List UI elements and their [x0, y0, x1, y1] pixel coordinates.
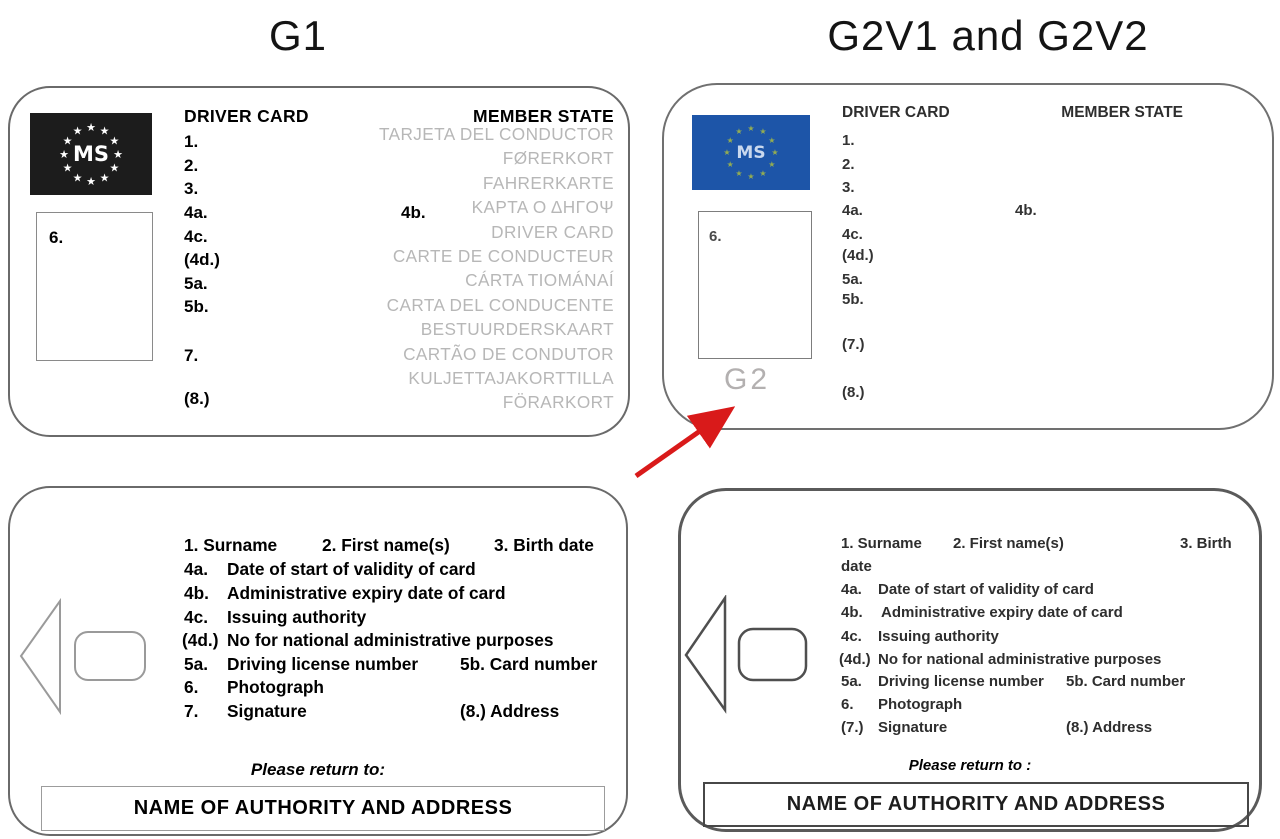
- eu-flag-blue: [692, 115, 810, 190]
- flag-star: ★: [768, 136, 776, 145]
- legend-text: No for national administrative purposes: [878, 651, 1162, 668]
- translation-line: FAHRERKARTE: [482, 172, 614, 193]
- flag-star: ★: [72, 171, 83, 185]
- field-label: 4a.: [842, 202, 863, 219]
- flag-star: ★: [726, 136, 734, 145]
- card-type-heading: DRIVER CARD: [184, 106, 309, 126]
- field-label: 5b.: [184, 297, 209, 316]
- legend-item: 1. Surname: [841, 535, 922, 552]
- legend-item: 3. Birth: [1180, 535, 1232, 552]
- eu-flag-monochrome: [30, 113, 152, 195]
- legend-number: 5a.: [184, 654, 209, 674]
- translation-line: CÁRTA TIOMÁNAÍ: [465, 270, 614, 291]
- flag-star: ★: [59, 148, 69, 161]
- translation-line: FÖRARKORT: [502, 392, 614, 413]
- g2-front-card: [662, 83, 1274, 430]
- driver-card-translations: [379, 122, 614, 415]
- legend-number: 6.: [184, 677, 199, 697]
- legend-number: 4a.: [184, 559, 209, 579]
- legend-number: 4c.: [184, 607, 209, 627]
- flag-member-state-code: MS: [736, 143, 766, 163]
- legend-text: Issuing authority: [227, 607, 367, 627]
- flag-star: ★: [735, 127, 743, 137]
- legend-text: Driving license number: [227, 654, 419, 674]
- chip-contact-icon: [681, 595, 816, 720]
- authority-address-box: NAME OF AUTHORITY AND ADDRESS: [703, 782, 1249, 827]
- legend-item: 1. Surname: [184, 535, 278, 555]
- legend-item: date: [841, 558, 872, 575]
- field-label-4b: 4b.: [401, 203, 426, 222]
- flag-star: ★: [759, 127, 767, 137]
- legend-number: 4b.: [841, 604, 863, 621]
- legend-text: Photograph: [227, 677, 324, 697]
- field-label: 5a.: [842, 271, 863, 288]
- authority-address-box: NAME OF AUTHORITY AND ADDRESS: [41, 786, 605, 831]
- field-label: 5a.: [184, 274, 208, 293]
- translation-line: BESTUURDERSKAART: [420, 319, 614, 340]
- flag-star: ★: [759, 168, 767, 178]
- flag-star: ★: [113, 148, 123, 161]
- translation-line: KULJETTAJAKORTTILLA: [408, 368, 614, 389]
- legend-number: (7.): [841, 719, 864, 736]
- red-annotation-arrow-icon: [622, 398, 747, 488]
- legend-number: 4b.: [184, 583, 209, 603]
- flag-star: ★: [99, 124, 110, 138]
- column-title-g2: G2V1 and G2V2: [827, 12, 1149, 59]
- legend-number: 6.: [841, 696, 854, 713]
- flag-star: ★: [747, 124, 755, 133]
- member-state-heading: MEMBER STATE: [1061, 104, 1183, 121]
- legend-text: Signature: [227, 701, 307, 721]
- legend-number: 4c.: [841, 628, 862, 645]
- legend-item: 2. First name(s): [322, 535, 450, 555]
- flag-star: ★: [109, 161, 120, 175]
- g1-back-card: [8, 486, 628, 836]
- flag-star: ★: [768, 160, 776, 169]
- legend-text: Date of start of validity of card: [227, 559, 476, 579]
- return-note: Please return to :: [908, 757, 1032, 774]
- legend-item: 2. First name(s): [953, 535, 1064, 552]
- legend-number: 5a.: [841, 673, 862, 690]
- legend-item: 5b. Card number: [460, 654, 598, 674]
- field-label: (8.): [842, 384, 865, 401]
- translation-line: CARTÃO DE CONDUTOR: [403, 343, 614, 364]
- flag-star: ★: [86, 175, 96, 188]
- legend-text: Administrative expiry date of card: [227, 583, 506, 603]
- field-label: 4a.: [184, 203, 208, 222]
- legend-number: 7.: [184, 701, 199, 721]
- field-label: (4d.): [184, 250, 220, 269]
- flag-member-state-code: MS: [72, 142, 110, 166]
- legend-item: (8.) Address: [460, 701, 560, 721]
- field-label: 1.: [842, 132, 855, 149]
- photo-placeholder-box: [36, 212, 153, 361]
- g2-back-card: [678, 488, 1262, 832]
- generation-2-mark: G2: [724, 363, 771, 396]
- photo-placeholder-box: [698, 211, 812, 359]
- card-type-heading: DRIVER CARD: [842, 104, 950, 121]
- field-label: (8.): [184, 389, 210, 408]
- field-label: 2.: [184, 156, 199, 175]
- translation-line: ΚΑΡΤΑ Ο ΔΗΓΟΨ: [471, 197, 614, 218]
- legend-number: (4d.): [182, 630, 219, 650]
- g1-front-card: [8, 86, 630, 437]
- return-note: Please return to:: [250, 760, 386, 779]
- field-label: (7.): [842, 336, 865, 353]
- legend-text: Date of start of validity of card: [878, 581, 1094, 598]
- flag-star: ★: [771, 148, 779, 157]
- photo-field-number: 6.: [709, 228, 722, 245]
- legend-text: Signature: [878, 719, 948, 736]
- flag-star: ★: [109, 134, 120, 148]
- legend-text: No for national administrative purposes: [227, 630, 554, 650]
- translation-line: DRIVER CARD: [491, 221, 614, 242]
- flag-star: ★: [72, 124, 83, 138]
- translation-line: CARTE DE CONDUCTEUR: [392, 246, 614, 267]
- column-title-g1: G1: [268, 12, 328, 59]
- flag-star: ★: [62, 161, 73, 175]
- chip-contact-icon: [18, 598, 163, 723]
- field-label: 7.: [184, 346, 199, 365]
- legend-number: 4a.: [841, 581, 862, 598]
- field-label: 2.: [842, 156, 855, 173]
- flag-star: ★: [726, 160, 734, 169]
- legend-text: Driving license number: [878, 673, 1044, 690]
- field-label: 3.: [842, 179, 855, 196]
- legend-number: (4d.): [839, 651, 871, 668]
- field-label: 5b.: [842, 291, 864, 308]
- photo-field-number: 6.: [49, 228, 64, 247]
- legend-item: 3. Birth date: [494, 535, 594, 555]
- legend-text: Photograph: [878, 696, 963, 713]
- translation-line: CARTA DEL CONDUCENTE: [386, 294, 614, 315]
- legend-text: Administrative expiry date of card: [881, 604, 1123, 621]
- member-state-heading: MEMBER STATE: [472, 106, 614, 126]
- legend-item: 5b. Card number: [1066, 673, 1186, 690]
- translation-line: TARJETA DEL CONDUCTOR: [378, 124, 614, 144]
- flag-star: ★: [735, 168, 743, 178]
- field-label: 4c.: [842, 226, 863, 243]
- field-label: 1.: [184, 132, 199, 151]
- field-label-4b: 4b.: [1015, 202, 1037, 219]
- flag-star: ★: [747, 172, 755, 181]
- field-label: 4c.: [184, 227, 208, 246]
- field-label: (4d.): [842, 247, 874, 264]
- legend-text: Issuing authority: [878, 628, 999, 645]
- flag-star: ★: [86, 121, 96, 134]
- legend-item: (8.) Address: [1066, 719, 1153, 736]
- flag-star: ★: [99, 171, 110, 185]
- translation-line: FØRERKORT: [502, 148, 614, 169]
- flag-star: ★: [723, 148, 731, 157]
- flag-star: ★: [62, 134, 73, 148]
- field-label: 3.: [184, 179, 199, 198]
